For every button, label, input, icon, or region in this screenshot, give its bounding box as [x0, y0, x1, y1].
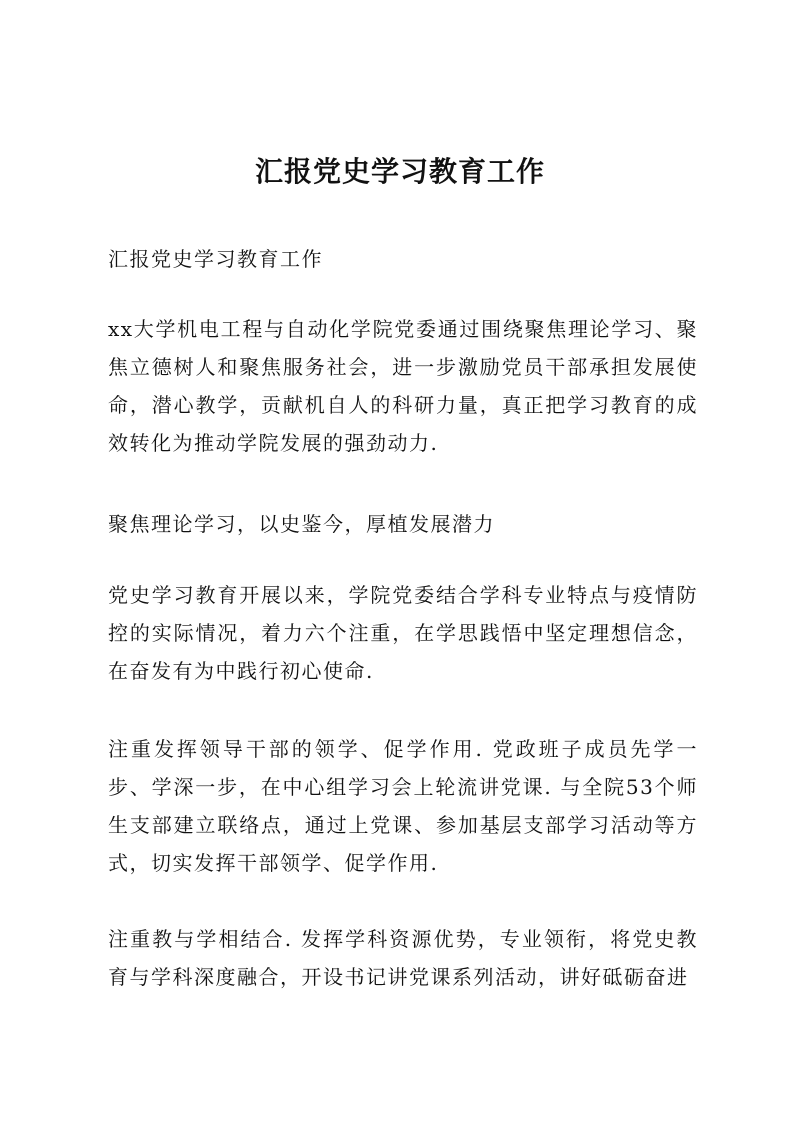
document-title: 汇报党史学习教育工作: [254, 155, 545, 188]
section-heading: 聚焦理论学习，以史鉴今，厚植发展潜力: [108, 512, 495, 536]
overview-paragraph: 党史学习教育开展以来，学院党委结合学科专业特点与疫情防控的实际情况，着力六个注重，在学思践悟中坚定理想信念，在奋发有为中践行初心使命.: [108, 583, 698, 683]
teaching-paragraph: 注重教与学相结合. 发挥学科资源优势，专业领衔，将党史教育与学科深度融合，开设书记讲党课系列活动，讲好砥砺奋进: [108, 927, 698, 989]
leading-role-paragraph: 注重发挥领导干部的领学、促学作用. 党政班子成员先学一步、学深一步，在中心组学习会上轮流讲党课. 与全院53个师生支部建立联络点，通过上党课、参加基层支部学习活动等方式，切实发挥干部领学、促学作用.: [108, 737, 698, 875]
intro-paragraph: xx大学机电工程与自动化学院党委通过围绕聚焦理论学习、聚焦立德树人和聚焦服务社会，进一步激励党员干部承担发展使命，潜心教学，贡献机自人的科研力量，真正把学习教育的成效转化为推动学院发展的强劲动力.: [108, 317, 698, 455]
document-subtitle: 汇报党史学习教育工作: [108, 247, 323, 271]
